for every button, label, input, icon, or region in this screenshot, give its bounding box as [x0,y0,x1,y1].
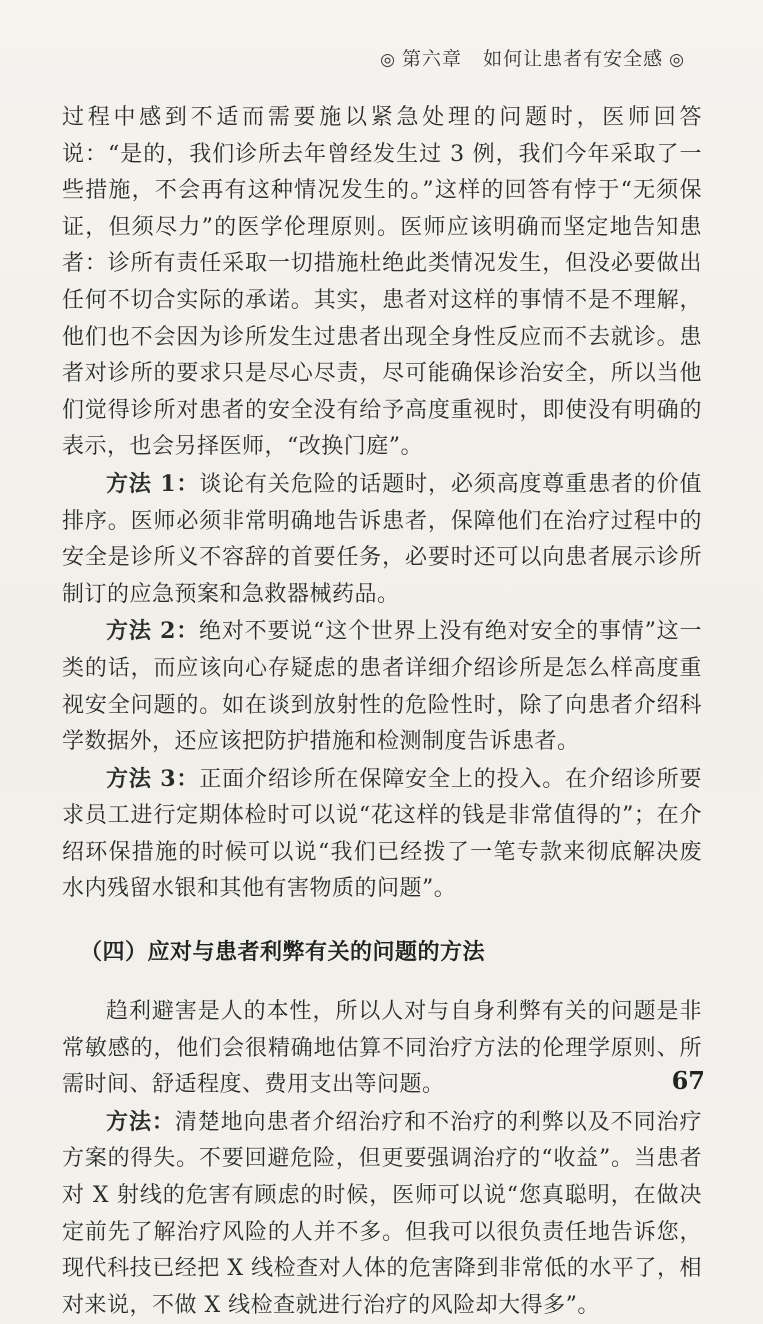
intro-paragraph: 趋利避害是人的本性，所以人对与自身利弊有关的问题是非常敏感的，他们会很精确地估算不同治疗方法的伦理学原则、所需时间、舒适程度、费用支出等问题。 [62,999,702,1098]
circle-mark-icon: ◎ [669,50,685,70]
method-3-label: 方法 3： [106,765,200,792]
method-text: 清楚地向患者介绍治疗和不治疗的利弊以及不同治疗方案的得失。不要回避危险，但更要强调治疗的“收益”。当患者对 X 射线的危害有顾虑的时候，医师可以说“您真聪明，在做决定前先了解治疗风险的人并不多。但我可以很负责任地告诉您，现代科技已经把 X 线检查对人体的危害降到非常低的水平了，相对来说，不做 X 线检查就进行治疗的风险却大得多”。 [62,1109,702,1318]
method-2-text: 绝对不要说“这个世界上没有绝对安全的事情”这一类的话，而应该向心存疑虑的患者详细介绍诊所是怎么样高度重视安全问题的。如在谈到放射性的危险性时，除了向患者介绍科学数据外，还应该把防护措施和检测制度告诉患者。 [62,619,702,755]
method-2-label: 方法 2： [106,618,200,645]
page-number: 67 [671,1066,705,1095]
method-2-paragraph [62,613,702,760]
circle-mark-icon: ◎ [380,50,396,70]
running-header [374,44,691,71]
method-3-paragraph [62,761,702,908]
chapter-number: 第六章 [402,48,463,70]
method-1-paragraph [62,466,702,613]
method-1-text: 谈论有关危险的话题时，必须高度尊重患者的价值排序。医师必须非常明确地告诉患者，保障他们在治疗过程中的安全是诊所义不容辞的首要任务，必要时还可以向患者展示诊所制订的应急预案和急救器械药品。 [62,471,702,607]
chapter-title: 如何让患者有安全感 [483,48,664,70]
method-paragraph [62,1104,702,1324]
method-3-text: 正面介绍诊所在保障安全上的投入。在介绍诊所要求员工进行定期体检时可以说“花这样的钱是非常值得的”；在介绍环保措施的时候可以说“我们已经拨了一笔专款来彻底解决废水内残留水银和其他有害物质的问题”。 [62,766,702,902]
section-heading: （四）应对与患者利弊有关的问题的方法 [80,940,486,966]
body-text [62,100,702,1324]
method-label: 方法： [106,1108,175,1135]
paragraph-continuation: 过程中感到不适而需要施以紧急处理的问题时，医师回答说：“是的，我们诊所去年曾经发生过 3 例，我们今年采取了一些措施，不会再有这种情况发生的。”这样的回答有悖于“无须保证，但须尽力”的医学伦理原则。医师应该明确而坚定地告知患者：诊所有责任采取一切措施杜绝此类情况发生，但没必要做出任何不切合实际的承诺。其实，患者对这样的事情不是不理解，他们也不会因为诊所发生过患者出现全身性反应而不去就诊。患者对诊所的要求只是尽心尽责，尽可能确保诊治安全，所以当他们觉得诊所对患者的安全没有给予高度重视时，即使没有明确的表示，也会另择医师，“改换门庭”。 [62,105,702,460]
method-1-label: 方法 1： [106,470,200,497]
